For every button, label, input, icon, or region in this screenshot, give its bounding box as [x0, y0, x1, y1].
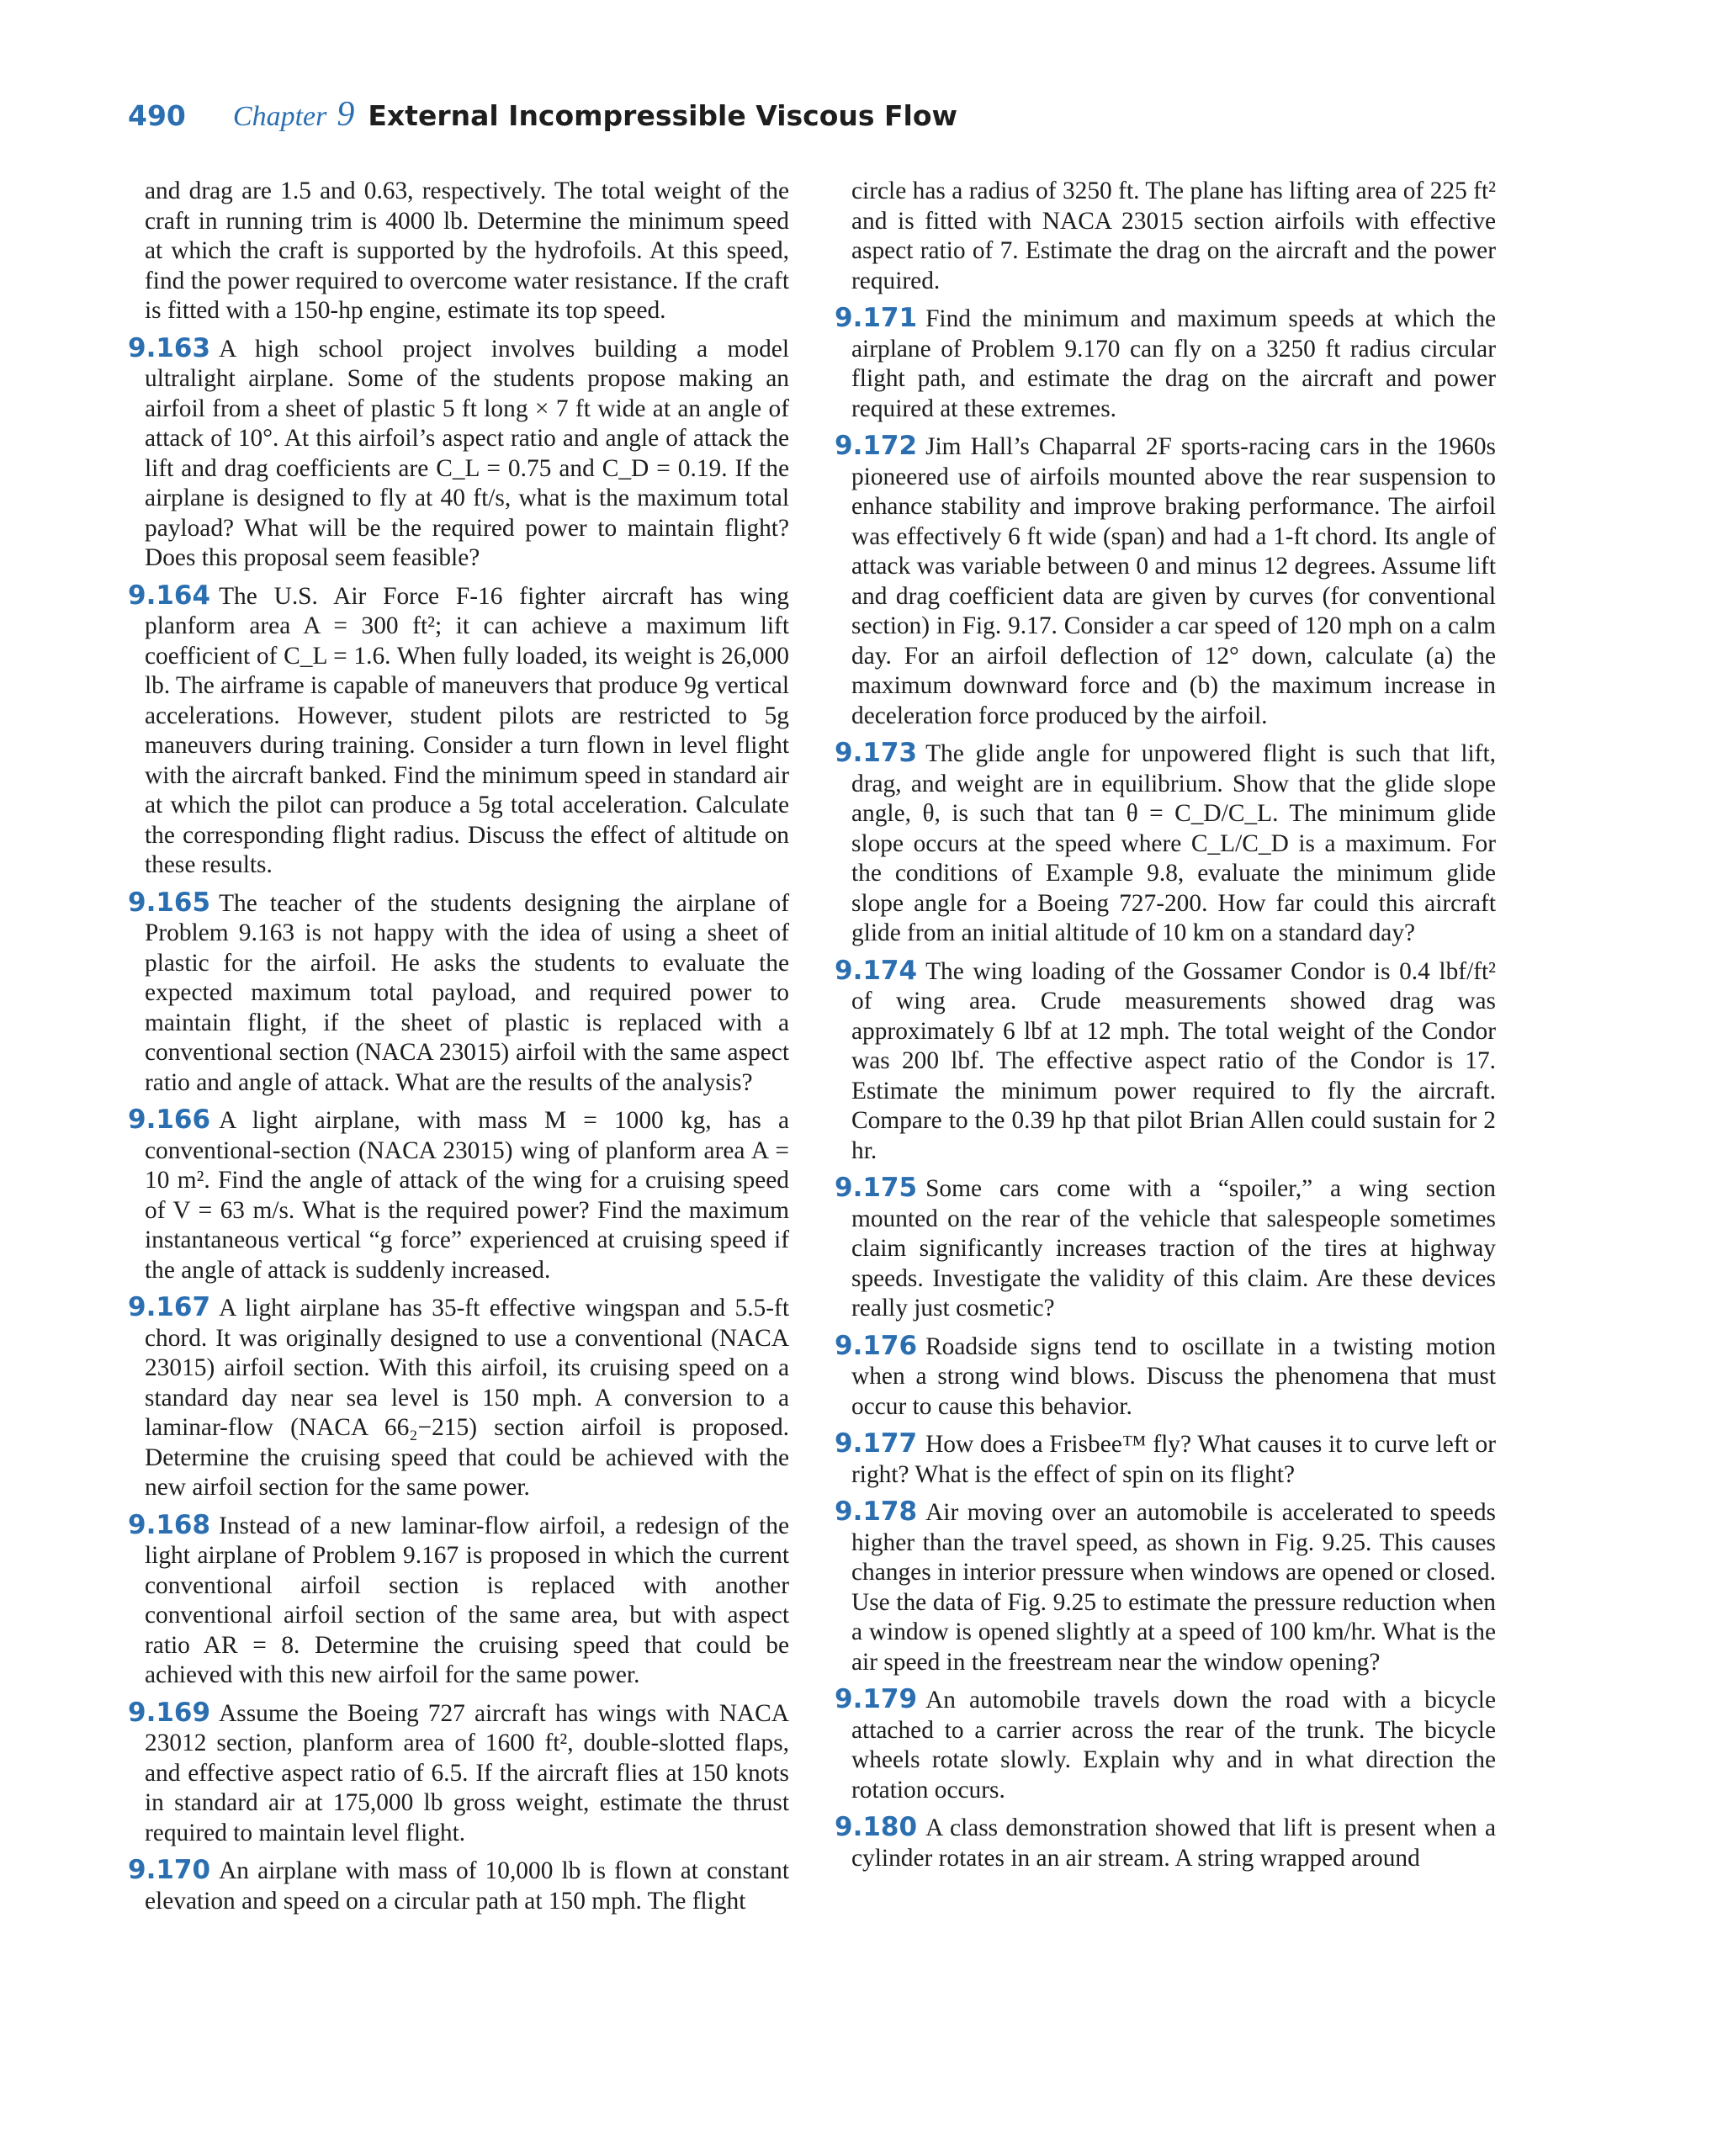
problem-number: 9.171: [835, 303, 918, 333]
problem-number: 9.168: [128, 1509, 211, 1540]
problem-9-170: [128, 1855, 789, 1916]
problem-number: 9.179: [835, 1684, 918, 1714]
chapter-label: Chapter: [232, 101, 327, 132]
problem-9-179: [835, 1684, 1496, 1805]
problem-number: 9.177: [835, 1428, 918, 1459]
problem-number: 9.167: [128, 1292, 211, 1322]
problem-number: 9.176: [835, 1330, 918, 1361]
problem-number: 9.180: [835, 1812, 918, 1842]
problem-number: 9.174: [835, 955, 918, 986]
problem-9-173: [835, 738, 1496, 949]
problem-9-176: [835, 1330, 1496, 1422]
running-header: [128, 94, 957, 141]
problem-text: Some cars come with a “spoiler,” a wing section mounted on the rear of the vehicle that salespeople sometimes claim significantly increases traction of the tires at highway speeds. Investigate the validity of this claim. Are these devices really just cosmetic?: [851, 1175, 1496, 1322]
problem-number: 9.173: [835, 738, 918, 768]
problem-text: A light airplane has 35-ft effective wingspan and 5.5-ft chord. It was originally designed to use a conventional (NACA 23015) airfoil section. With this airfoil, its cruising speed on a standard day near sea level is 150 mph. A conversion to a laminar-flow (NACA 66₂−215) section airfoil is proposed. Determine the cruising speed that could be achieved with the new airfoil section for the same power.: [145, 1295, 789, 1501]
problem-number: 9.175: [835, 1173, 918, 1203]
problem-9-164: [128, 580, 789, 881]
problem-number: 9.170: [128, 1855, 211, 1885]
problem-text: Assume the Boeing 727 aircraft has wings with NACA 23012 section, planform area of 1600 ft², double-slotted flaps, and effective aspect ratio of 6.5. If the aircraft flies at 150 knots in standard air at 175,000 lb gross weight, estimate the thrust required to maintain level flight.: [145, 1699, 789, 1846]
problem-9-174: [835, 955, 1496, 1167]
problem-9-178: [835, 1496, 1496, 1677]
problem-text: Roadside signs tend to oscillate in a twisting motion when a strong wind blows. Discuss the phenomena that must occur to cause this behavior.: [851, 1332, 1496, 1420]
chapter-title: External Incompressible Viscous Flow: [368, 99, 958, 132]
problem-number: 9.178: [835, 1496, 918, 1527]
problem-9-166: [128, 1104, 789, 1285]
problem-text: Find the minimum and maximum speeds at which the airplane of Problem 9.170 can fly on a 3250 ft radius circular flight path, and estimate the drag on the aircraft and power required at these extremes.: [851, 305, 1496, 422]
problem-text: A light airplane, with mass M = 1000 kg, has a conventional-section (NACA 23015) wing of planform area A = 10 m². Find the angle of attack of the wing for a cruising speed of V = 63 m/s. What is the required power? Find the maximum instantaneous vertical “g force” experienced at cruising speed if the angle of attack is suddenly increased.: [145, 1107, 789, 1284]
problem-list: [835, 303, 1496, 1873]
problem-text: How does a Frisbee™ fly? What causes it to curve left or right? What is the effect of spin on its flight?: [851, 1431, 1496, 1488]
problem-9-177: [835, 1428, 1496, 1490]
problem-9-167: [128, 1292, 789, 1503]
problem-text: An airplane with mass of 10,000 lb is flown at constant elevation and speed on a circular path at 150 mph. The flight: [145, 1857, 789, 1915]
chapter-number: 9: [337, 95, 355, 134]
right-column: [835, 177, 1496, 1881]
problem-text: Air moving over an automobile is accelerated to speeds higher than the travel speed, as shown in Fig. 9.25. This causes changes in interior pressure when windows are opened or closed. Use the data of Fig. 9.25 to estimate the pressure reduction when a window is opened slightly at a speed of 100 km/hr. What is the air speed in the freestream near the window opening?: [851, 1499, 1496, 1676]
problem-text: A class demonstration showed that lift is present when a cylinder rotates in an air stream. A string wrapped around: [851, 1814, 1496, 1872]
problem-9-163: [128, 332, 789, 574]
problem-9-180: [835, 1812, 1496, 1873]
problem-number: 9.172: [835, 431, 918, 461]
problem-text: An automobile travels down the road with a bicycle attached to a carrier across the rear of the trunk. The bicycle wheels rotate slowly. Explain why and in what direction the rotation occurs.: [851, 1687, 1496, 1804]
problem-number: 9.163: [128, 332, 211, 363]
problem-text: The glide angle for unpowered flight is such that lift, drag, and weight are in equilibrium. Show that the glide slope angle, θ, is such that tan θ = C_D/C_L. The minimum glide slope occurs at the speed where C_L/C_D is a maximum. For the conditions of Example 9.8, evaluate the minimum glide slope angle for a Boeing 727-200. How far could this aircraft glide from an initial altitude of 10 km on a standard day?: [851, 740, 1496, 946]
problem-9-165: [128, 887, 789, 1099]
continuation-text: and drag are 1.5 and 0.63, respectively. The total weight of the craft in running trim is 4000 lb. Determine the minimum speed at which the craft is supported by the hydrofoils. At this speed, find the power required to overcome water resistance. If the craft is fitted with a 150-hp engine, estimate its top speed.: [145, 177, 789, 324]
problem-number: 9.166: [128, 1104, 211, 1135]
problem-9-175: [835, 1173, 1496, 1324]
problem-number: 9.164: [128, 580, 211, 611]
problem-9-172: [835, 431, 1496, 731]
problem-text: The teacher of the students designing the airplane of Problem 9.163 is not happy with the idea of using a sheet of plastic for the airfoil. He asks the students to evaluate the expected maximum total payload, and required power to maintain flight, if the sheet of plastic is replaced with a conventional section (NACA 23015) airfoil with the same aspect ratio and angle of attack. What are the results of the analysis?: [145, 889, 789, 1096]
problem-9-169: [128, 1697, 789, 1849]
problem-text: The wing loading of the Gossamer Condor is 0.4 lbf/ft² of wing area. Crude measurements showed drag was approximately 6 lbf at 12 mph. The total weight of the Condor was 200 lbf. The effective aspect ratio of the Condor is 17. Estimate the minimum power required to fly the aircraft. Compare to the 0.39 hp that pilot Brian Allen could sustain for 2 hr.: [851, 957, 1496, 1164]
problem-list: [128, 332, 789, 1917]
problem-text: A high school project involves building a model ultralight airplane. Some of the students propose making an airfoil from a sheet of plastic 5 ft long × 7 ft wide at an angle of attack of 10°. At this airfoil’s aspect ratio and angle of attack the lift and drag coefficients are C_L = 0.75 and C_D = 0.19. If the airplane is designed to fly at 40 ft/s, what is the maximum total payload? What will be the required power to maintain flight? Does this proposal seem feasible?: [145, 335, 789, 571]
problem-text: The U.S. Air Force F-16 fighter aircraft has wing planform area A = 300 ft²; it can achieve a maximum lift coefficient of C_L = 1.6. When fully loaded, its weight is 26,000 lb. The airframe is capable of maneuvers that produce 9g vertical accelerations. However, student pilots are restricted to 5g maneuvers during training. Consider a turn flown in level flight with the aircraft banked. Find the minimum speed in standard air at which the pilot can produce a 5g total acceleration. Calculate the corresponding flight radius. Discuss the effect of altitude on these results.: [145, 582, 789, 878]
problem-number: 9.165: [128, 887, 211, 918]
page-number: 490: [128, 99, 186, 132]
problem-9-171: [835, 303, 1496, 424]
continuation-text: circle has a radius of 3250 ft. The plane has lifting area of 225 ft² and is fitted with NACA 23015 section airfoils with effective aspect ratio of 7. Estimate the drag on the aircraft and the power required.: [851, 177, 1496, 294]
problem-text: Jim Hall’s Chaparral 2F sports-racing cars in the 1960s pioneered use of airfoils mounted above the rear suspension to enhance stability and improve braking performance. The airfoil was effectively 6 ft wide (span) and had a 1-ft chord. Its angle of attack was variable between 0 and minus 12 degrees. Assume lift and drag coefficient data are given by curves (for conventional section) in Fig. 9.17. Consider a car speed of 120 mph on a calm day. For an airfoil deflection of 12° down, calculate (a) the maximum downward force and (b) the maximum increase in deceleration force produced by the airfoil.: [851, 433, 1496, 729]
problem-9-168: [128, 1509, 789, 1691]
problem-text: Instead of a new laminar-flow airfoil, a redesign of the light airplane of Problem 9.167 is proposed in which the current conventional airfoil section is replaced with another conventional airfoil section of the same area, but with aspect ratio AR = 8. Determine the cruising speed that could be achieved with this new airfoil for the same power.: [145, 1512, 789, 1688]
problem-number: 9.169: [128, 1697, 211, 1728]
left-column: [128, 177, 789, 1924]
